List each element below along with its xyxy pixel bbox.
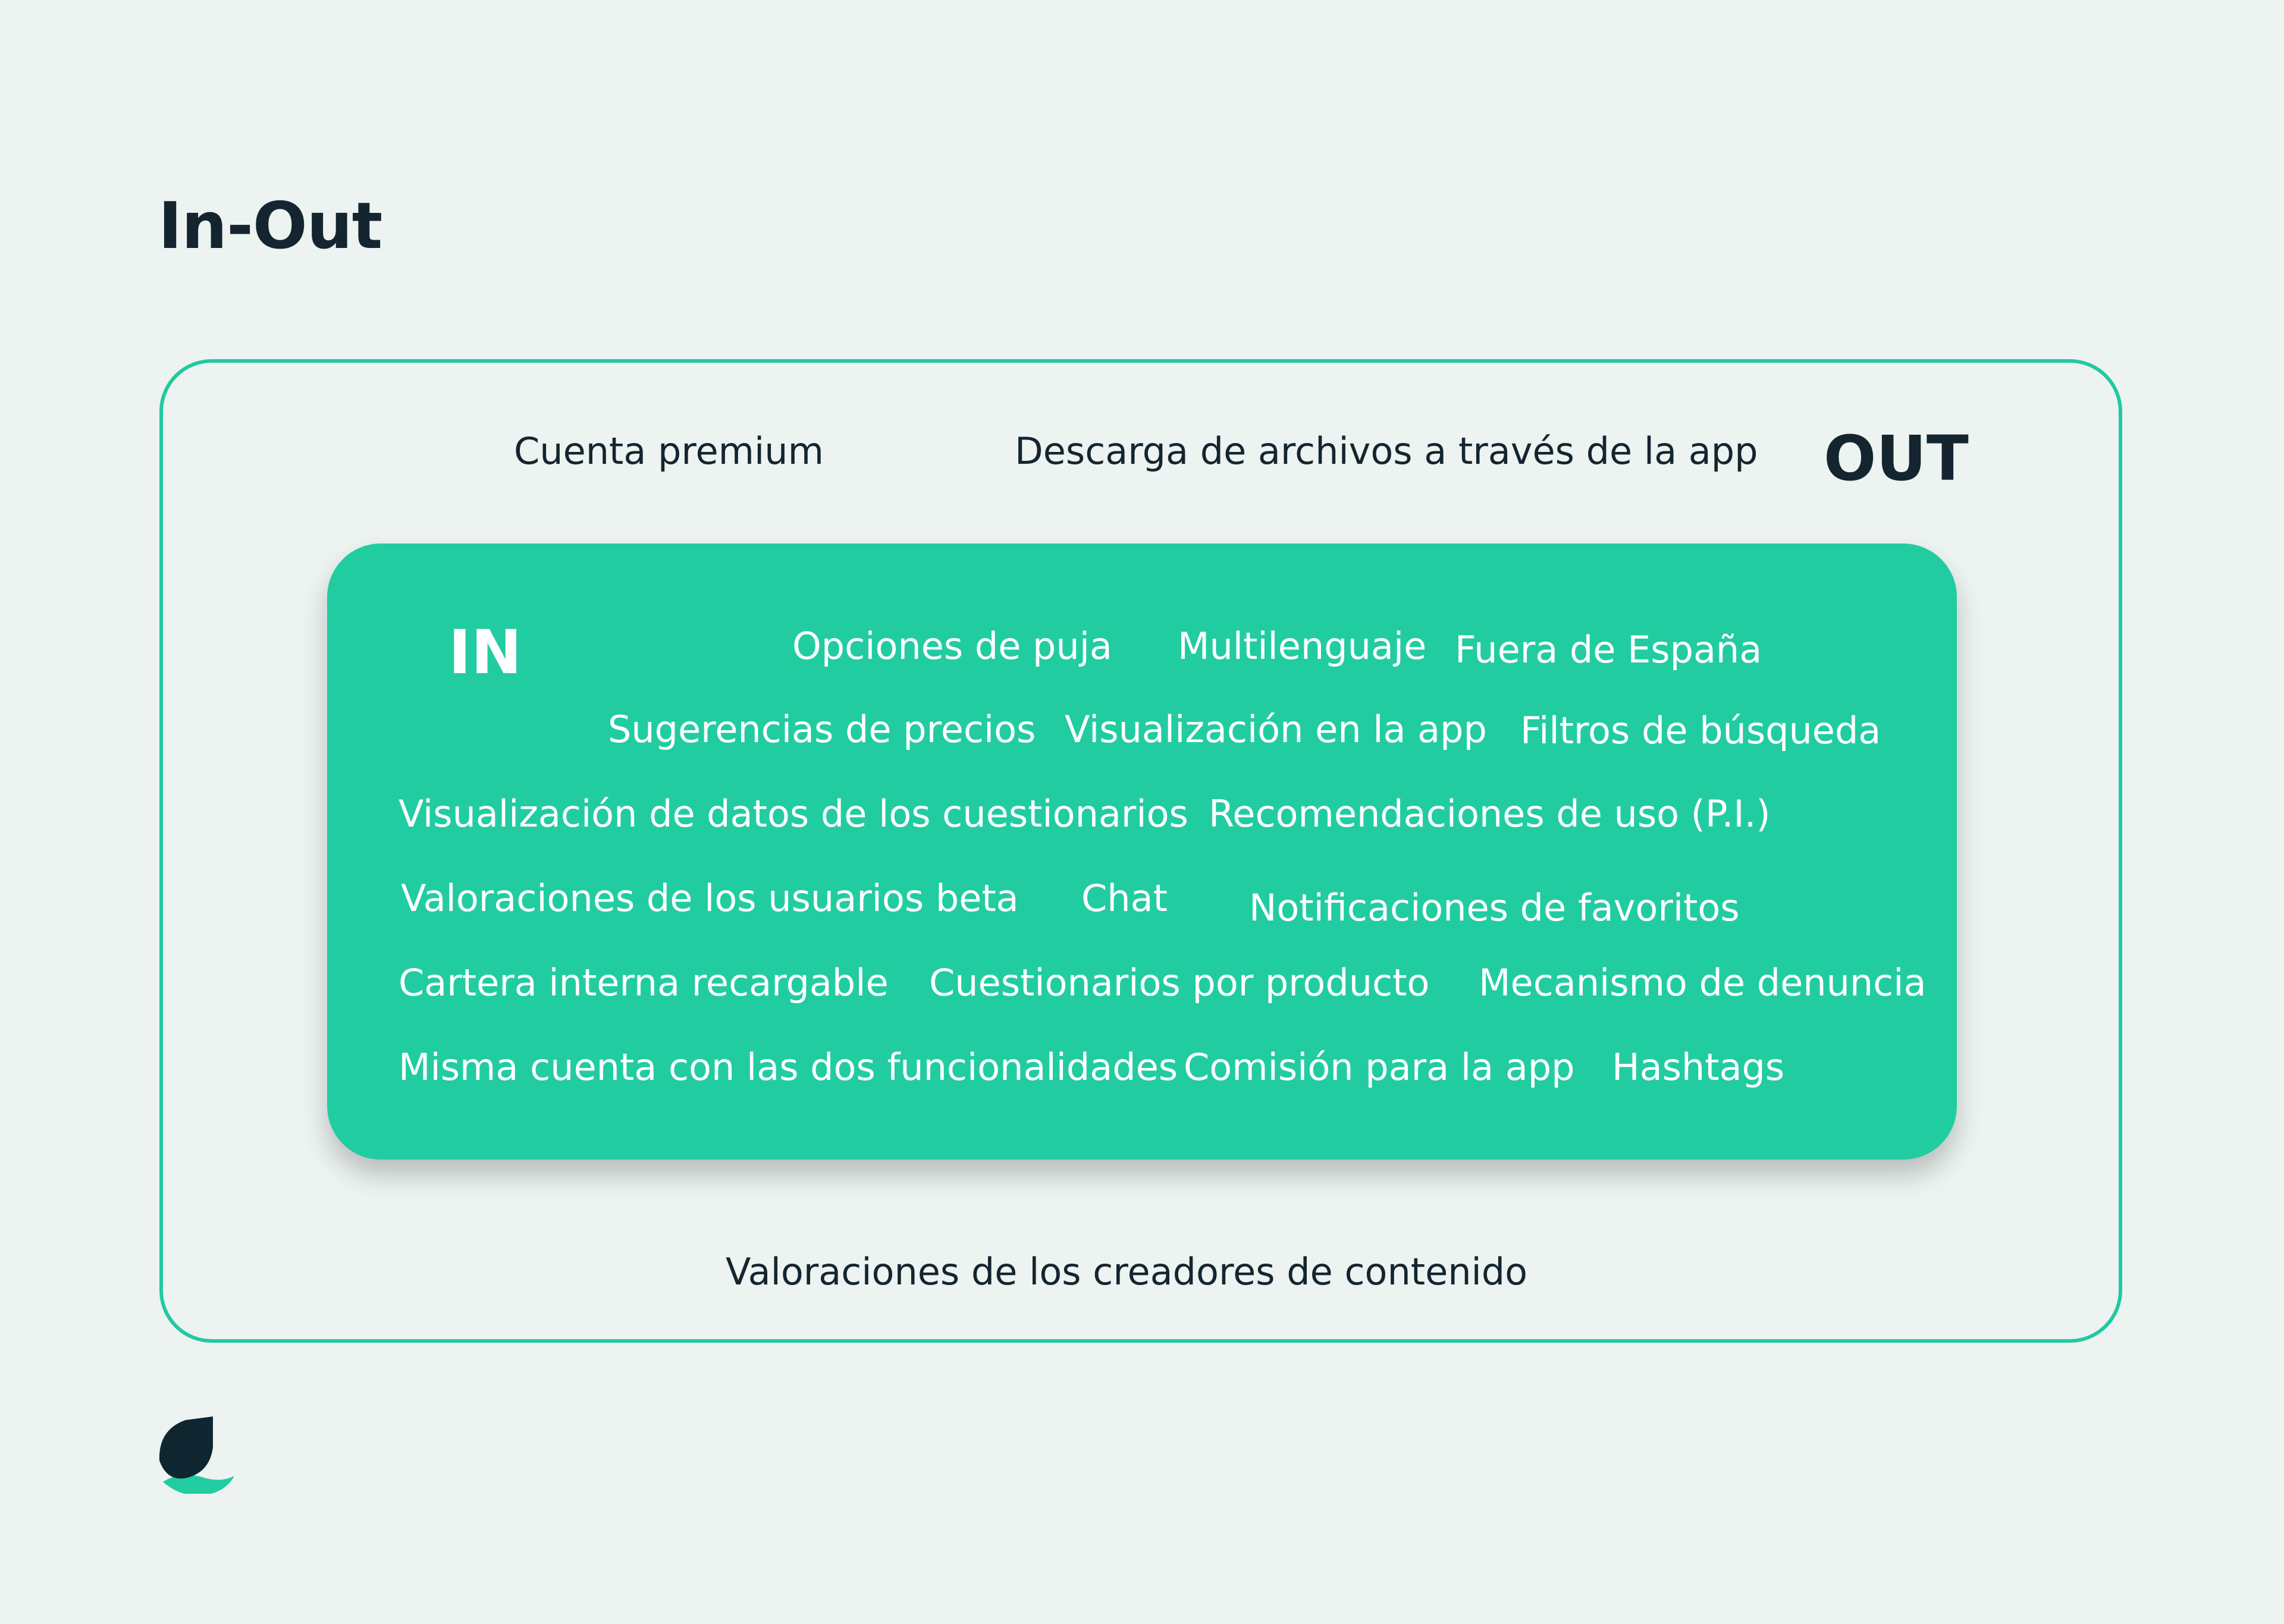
in-item-beta-user-ratings: Valoraciones de los usuarios beta [401,877,1019,920]
in-item-questionnaire-data: Visualización de datos de los cuestionarios [399,792,1188,835]
in-item-hashtags: Hashtags [1612,1045,1785,1089]
in-item-bid-options: Opciones de puja [792,624,1112,668]
in-item-outside-spain: Fuera de España [1455,628,1762,671]
in-item-product-questionnaires: Cuestionarios por producto [929,961,1430,1004]
out-item-premium-account: Cuenta premium [514,429,824,473]
in-item-chat: Chat [1081,877,1168,920]
in-item-report-mechanism: Mecanismo de denuncia [1479,961,1927,1004]
out-item-creator-ratings: Valoraciones de los creadores de contenido [726,1250,1528,1293]
out-item-file-download: Descarga de archivos a través de la app [1015,429,1758,473]
in-label: IN [448,617,522,688]
in-item-rechargeable-wallet: Cartera interna recargable [399,961,889,1004]
in-item-same-account: Misma cuenta con las dos funcionalidades [399,1045,1178,1089]
leaf-logo-icon [158,1416,236,1494]
in-item-favorite-notifications: Notificaciones de favoritos [1249,886,1740,929]
page-title: In-Out [158,189,382,263]
in-item-in-app-view: Visualización en la app [1065,708,1487,751]
out-label: OUT [1824,422,1969,495]
in-item-search-filters: Filtros de búsqueda [1520,709,1881,752]
in-item-price-suggestions: Sugerencias de precios [608,708,1036,751]
in-item-usage-recommendations: Recomendaciones de uso (P.I.) [1209,792,1771,835]
in-item-app-commission: Comisión para la app [1184,1045,1575,1089]
in-item-multilanguage: Multilenguaje [1178,624,1427,668]
